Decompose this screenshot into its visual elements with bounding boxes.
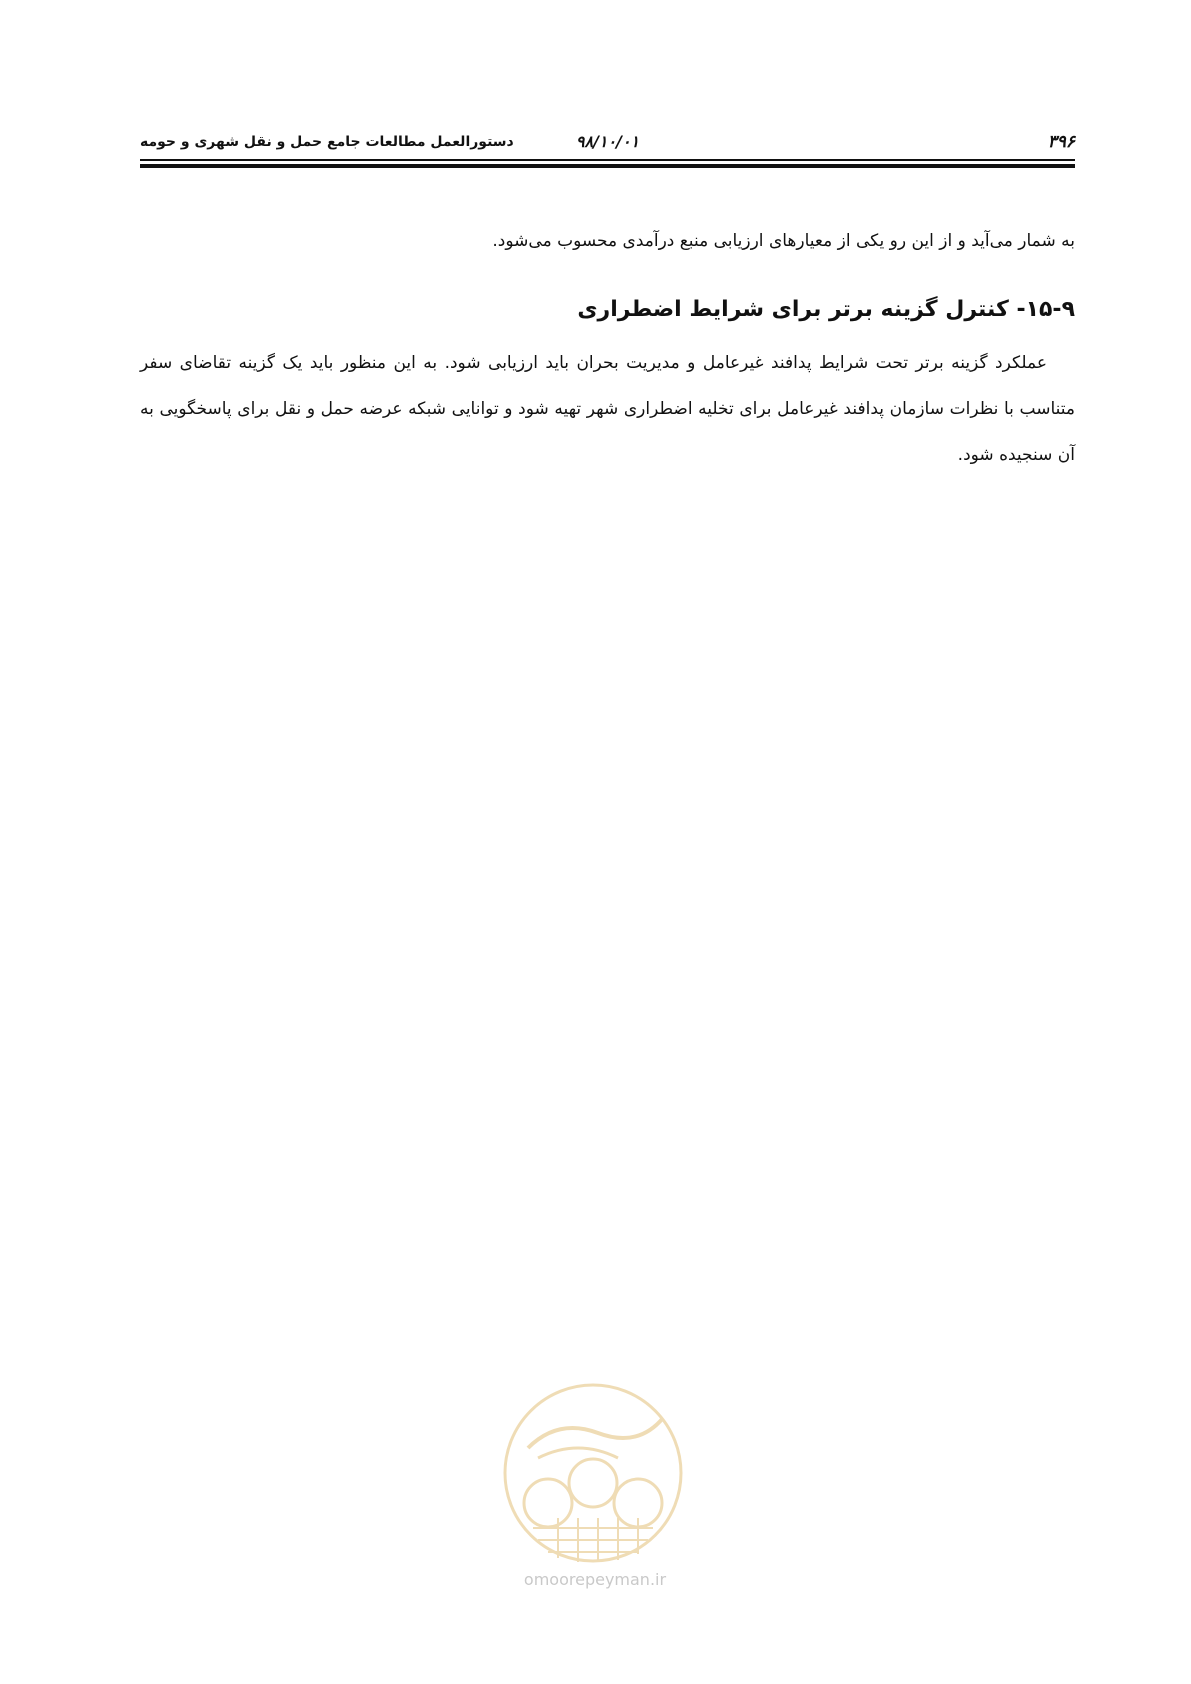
header-rule-thin [140, 159, 1075, 161]
logo-calligraphy [528, 1418, 663, 1448]
page-header [140, 126, 1075, 156]
continuation-paragraph: به شمار می‌آید و از این رو یکی از معیارهای ارزیابی منبع درآمدی محسوب می‌شود. [492, 231, 1075, 251]
header-date: ۹۸/۱۰/۰۱ [575, 132, 640, 151]
section-heading: ۱۵-۹- کنترل گزینه برتر برای شرایط اضطراری [577, 297, 1075, 322]
logo-grid [533, 1518, 653, 1562]
header-title: دستورالعمل مطالعات جامع حمل و نقل شهری و حومه [140, 134, 514, 150]
header-rule-thick [140, 164, 1075, 168]
body-paragraph: عملکرد گزینه برتر تحت شرایط پدافند غیرعامل و مدیریت بحران باید ارزیابی شود. به این منظور باید یک گزینه تقاضای سفر متناسب با نظرات سازمان پدافند غیرعامل برای تخلیه اضطراری شهر تهیه شود و توانایی شبکه عرضه حمل و نقل برای پاسخگویی به آن سنجیده شود. [140, 353, 1075, 465]
logo-ring [505, 1385, 681, 1561]
page-number: ۳۹۶ [1047, 132, 1075, 152]
watermark-site: omoorepeyman.ir [523, 1570, 667, 1589]
gear-icon [569, 1459, 617, 1507]
gear-icon [524, 1479, 572, 1527]
page-content [140, 218, 1075, 478]
watermark-logo [498, 1378, 688, 1568]
